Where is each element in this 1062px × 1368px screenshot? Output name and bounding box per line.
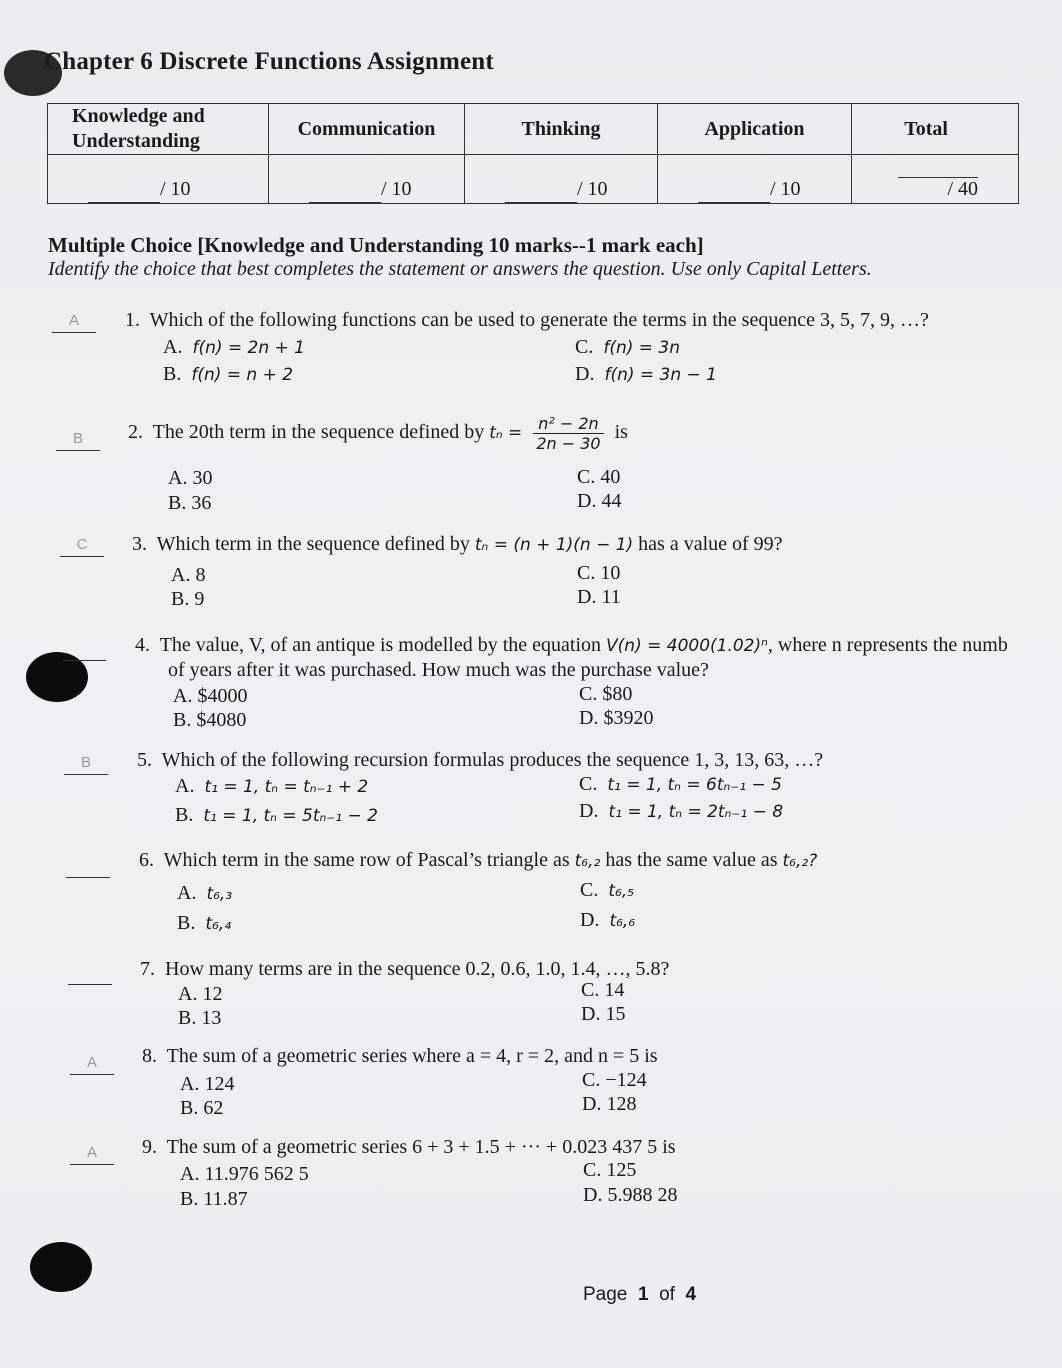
option-b: B. $4080 bbox=[173, 709, 247, 731]
question-text-mid: has the same value as bbox=[605, 849, 778, 871]
answer-blank-7[interactable] bbox=[68, 962, 112, 985]
option-b bbox=[175, 804, 378, 827]
question-number: 6. bbox=[139, 849, 154, 871]
option-formula: t₁ = 1, tₙ = 5tₙ₋₁ − 2 bbox=[203, 806, 378, 826]
question-4 bbox=[135, 634, 1008, 657]
answer-blank-9[interactable]: A bbox=[70, 1142, 114, 1165]
option-b: B. 13 bbox=[178, 1007, 222, 1029]
section-instructions: Identify the choice that best completes the statement or answers the question. Use only Capital Letters. bbox=[48, 258, 872, 280]
option-formula: f(n) = n + 2 bbox=[191, 365, 294, 385]
score-blank[interactable] bbox=[309, 182, 381, 203]
question-number: 5. bbox=[137, 749, 152, 771]
footer-of-word: of bbox=[659, 1284, 675, 1305]
option-b: B. 62 bbox=[180, 1097, 224, 1119]
answer-blank-4[interactable] bbox=[62, 638, 106, 661]
footer-page-word: Page bbox=[583, 1284, 628, 1305]
option-formula: t₆,₃ bbox=[206, 884, 233, 904]
score-communication bbox=[269, 155, 465, 204]
answer-blank-2[interactable]: B bbox=[56, 428, 100, 451]
punch-hole bbox=[30, 1242, 92, 1292]
option-a: A. 8 bbox=[171, 564, 206, 586]
option-d: D. 15 bbox=[581, 1003, 626, 1025]
header-thinking: Thinking bbox=[465, 104, 658, 155]
option-a bbox=[177, 882, 232, 905]
header-application: Application bbox=[658, 104, 852, 155]
question-text: The sum of a geometric series where a = 4, r = 2, and n = 5 is bbox=[166, 1045, 658, 1067]
marks-score-row bbox=[48, 155, 1019, 204]
header-knowledge bbox=[48, 104, 269, 155]
question-formula: tₙ = bbox=[489, 423, 523, 444]
question-text-end: is bbox=[614, 421, 628, 444]
score-out-of: / 10 bbox=[577, 178, 608, 200]
answer-blank-8[interactable]: A bbox=[70, 1052, 114, 1075]
answer-blank-1[interactable]: A bbox=[52, 310, 96, 333]
option-formula: f(n) = 3n bbox=[603, 338, 681, 358]
option-letter: D. bbox=[579, 800, 599, 822]
option-c: C. 14 bbox=[581, 979, 625, 1001]
option-a: A. 124 bbox=[180, 1073, 235, 1095]
score-out-of: / 10 bbox=[381, 178, 412, 200]
question-8 bbox=[142, 1045, 658, 1068]
option-c bbox=[580, 879, 634, 902]
option-formula: f(n) = 3n − 1 bbox=[604, 365, 717, 385]
option-letter: C. bbox=[575, 336, 594, 358]
option-a: A. 11.976 562 5 bbox=[180, 1163, 309, 1185]
footer-total-pages: 4 bbox=[685, 1284, 697, 1305]
answer-blank-6[interactable] bbox=[66, 855, 110, 878]
score-total bbox=[852, 155, 1019, 204]
option-d bbox=[579, 800, 783, 823]
option-letter: A. bbox=[177, 882, 197, 904]
score-application bbox=[658, 155, 852, 204]
score-blank[interactable] bbox=[505, 182, 577, 203]
question-3 bbox=[132, 533, 783, 556]
option-letter: C. bbox=[580, 879, 599, 901]
option-formula: t₆,₄ bbox=[205, 914, 232, 934]
option-c: C. $80 bbox=[579, 683, 633, 705]
question-text: Which term in the same row of Pascal’s triangle as bbox=[163, 849, 570, 871]
header-communication: Communication bbox=[269, 104, 465, 155]
question-5 bbox=[137, 749, 823, 772]
score-blank[interactable] bbox=[88, 182, 160, 203]
option-d: D. $3920 bbox=[579, 707, 654, 729]
question-number: 2. bbox=[128, 421, 143, 444]
question-formula: t₆,₂? bbox=[782, 851, 818, 871]
option-letter: D. bbox=[580, 909, 600, 931]
question-number: 3. bbox=[132, 533, 147, 555]
score-knowledge bbox=[48, 155, 269, 204]
option-letter: A. bbox=[163, 336, 183, 358]
question-number: 1. bbox=[125, 309, 140, 331]
option-a: A. 12 bbox=[178, 983, 223, 1005]
option-a: A. $4000 bbox=[173, 685, 248, 707]
footer-page-number: 1 bbox=[637, 1284, 649, 1305]
option-c: C. 10 bbox=[577, 562, 621, 584]
question-formula: V(n) = 4000(1.02)ⁿ bbox=[606, 636, 768, 656]
question-1 bbox=[125, 309, 929, 332]
page-title: Chapter 6 Discrete Functions Assignment bbox=[44, 48, 494, 75]
question-text: Which term in the sequence defined by bbox=[156, 533, 470, 555]
question-text-end: has a value of 99? bbox=[638, 533, 783, 555]
marks-table bbox=[47, 103, 1019, 204]
option-c: C. −124 bbox=[582, 1069, 647, 1091]
option-letter: B. bbox=[175, 804, 194, 826]
score-out-of: / 40 bbox=[947, 178, 978, 200]
question-number: 8. bbox=[142, 1045, 157, 1067]
option-a: A. 30 bbox=[168, 467, 213, 489]
header-total: Total bbox=[852, 104, 1019, 155]
question-text-end: , where n represents the numb bbox=[767, 634, 1008, 656]
fraction bbox=[533, 414, 603, 453]
option-c bbox=[575, 336, 680, 359]
option-letter: C. bbox=[579, 773, 598, 795]
option-b bbox=[177, 912, 231, 935]
option-formula: t₁ = 1, tₙ = tₙ₋₁ + 2 bbox=[204, 777, 369, 797]
option-formula: t₆,₅ bbox=[608, 881, 635, 901]
question-9 bbox=[142, 1136, 676, 1159]
question-text: Which of the following functions can be used to generate the terms in the sequence 3, 5, 7, 9, …? bbox=[149, 309, 929, 331]
option-formula: f(n) = 2n + 1 bbox=[192, 338, 305, 358]
option-d bbox=[575, 363, 717, 386]
option-letter: D. bbox=[575, 363, 595, 385]
question-2 bbox=[128, 414, 628, 453]
option-c bbox=[579, 773, 782, 796]
option-a bbox=[175, 775, 368, 798]
question-number: 4. bbox=[135, 634, 150, 656]
question-6 bbox=[139, 849, 817, 872]
option-d: D. 44 bbox=[577, 490, 622, 512]
score-out-of: / 10 bbox=[770, 178, 801, 200]
question-text: How many terms are in the sequence 0.2, 0.6, 1.0, 1.4, …, 5.8? bbox=[165, 958, 670, 980]
header-knowledge-line2: Understanding bbox=[72, 130, 200, 152]
question-text: The sum of a geometric series 6 + 3 + 1.5 + ··· + 0.023 437 5 is bbox=[166, 1136, 676, 1158]
option-b bbox=[163, 363, 293, 386]
option-d: D. 5.988 28 bbox=[583, 1184, 678, 1206]
option-b: B. 11.87 bbox=[180, 1188, 248, 1210]
question-number: 7. bbox=[140, 958, 155, 980]
option-c: C. 125 bbox=[583, 1159, 637, 1181]
option-formula: t₁ = 1, tₙ = 6tₙ₋₁ − 5 bbox=[607, 775, 782, 795]
option-d bbox=[580, 909, 635, 932]
question-4-line2: of years after it was purchased. How much was the purchase value? bbox=[168, 659, 709, 681]
option-formula: t₆,₆ bbox=[609, 911, 636, 931]
score-blank[interactable] bbox=[698, 182, 770, 203]
option-c: C. 40 bbox=[577, 466, 621, 488]
option-formula: t₁ = 1, tₙ = 2tₙ₋₁ − 8 bbox=[608, 802, 784, 822]
header-knowledge-line1: Knowledge and bbox=[72, 105, 205, 127]
question-7 bbox=[140, 958, 669, 981]
page-footer bbox=[583, 1284, 696, 1306]
score-blank[interactable] bbox=[898, 157, 978, 178]
option-b: B. 36 bbox=[168, 492, 212, 514]
fraction-denominator: 2n − 30 bbox=[536, 434, 601, 453]
option-d: D. 128 bbox=[582, 1093, 637, 1115]
question-text: The 20th term in the sequence defined by bbox=[152, 421, 485, 444]
fraction-numerator: n² − 2n bbox=[533, 414, 603, 434]
question-formula: tₙ = (n + 1)(n − 1) bbox=[474, 535, 634, 555]
marks-header-row bbox=[48, 104, 1019, 155]
option-letter: A. bbox=[175, 775, 195, 797]
answer-blank-3[interactable]: C bbox=[60, 534, 104, 557]
question-text: The value, V, of an antique is modelled by the equation bbox=[159, 634, 602, 656]
question-number: 9. bbox=[142, 1136, 157, 1158]
option-d: D. 11 bbox=[577, 586, 621, 608]
option-letter: B. bbox=[177, 912, 196, 934]
score-out-of: / 10 bbox=[160, 178, 191, 200]
score-thinking bbox=[465, 155, 658, 204]
answer-blank-5[interactable]: B bbox=[64, 752, 108, 775]
question-formula: t₆,₂ bbox=[574, 851, 601, 871]
option-b: B. 9 bbox=[171, 588, 205, 610]
question-text: Which of the following recursion formulas produces the sequence 1, 3, 13, 63, …? bbox=[161, 749, 824, 771]
section-heading: Multiple Choice [Knowledge and Understanding 10 marks--1 mark each] bbox=[48, 233, 704, 257]
option-a bbox=[163, 336, 305, 359]
option-letter: B. bbox=[163, 363, 182, 385]
